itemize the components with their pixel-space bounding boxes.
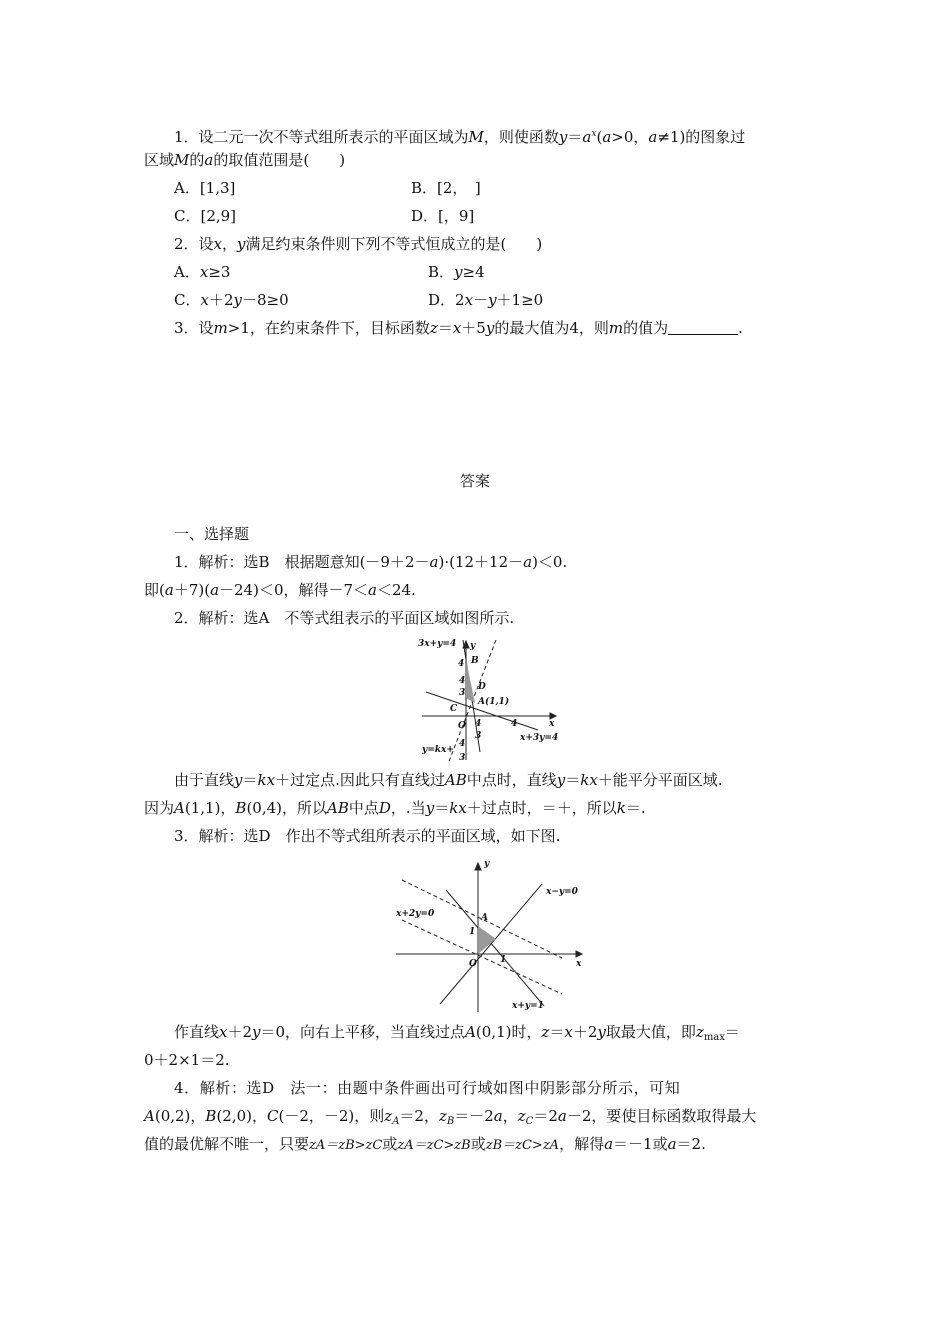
a4l3-or2: 或 <box>470 1135 486 1153</box>
a2l3-pre: 因为 <box>144 799 175 817</box>
fig1-label-kx-den: 3 <box>459 753 466 763</box>
q2-comma: ， <box>222 235 238 253</box>
a3l2-b: ＝0，向右上平移，当直线过点 <box>260 1023 466 1041</box>
q3-c: 的值为 <box>623 319 669 337</box>
a4l3-pre: 值的最优解不唯一，只要 <box>144 1135 310 1153</box>
q1-option-b: B．[2， ] <box>411 179 481 197</box>
q1-cond-end: ≠1)的图象过 <box>657 128 746 146</box>
q3-plus: ＋5 <box>461 319 486 337</box>
a2l3-e: ＋过点时，＝＋，所以 <box>466 799 617 817</box>
q2c-rest: －8≥0 <box>241 291 289 309</box>
fig1-label-O: O <box>458 721 466 731</box>
q2-option-b <box>428 262 485 282</box>
a2l2-y2: y <box>556 771 566 789</box>
fig2-label-x-y-0: x−y=0 <box>546 887 578 897</box>
q2c-pre: C． <box>174 291 201 309</box>
q3-x: x <box>452 319 462 337</box>
a2-line1: 2．解析：选A 不等式组表示的平面区域如图所示. <box>174 609 515 627</box>
a3l2-a: ＋2 <box>227 1023 253 1041</box>
q2d-rest: ＋1≥0 <box>496 291 544 309</box>
q2a-x: x <box>199 263 209 281</box>
fig2-y-arrow <box>475 863 481 870</box>
a1-a: a <box>429 553 439 571</box>
fig1-label-4: 4 <box>458 659 465 669</box>
q1-var-a: a <box>582 128 592 146</box>
q3-answer-blank <box>668 320 738 335</box>
q2c-x: x <box>200 291 209 309</box>
a3l2-y: y <box>252 1023 261 1041</box>
a2l3-k: k <box>616 799 626 817</box>
q2-option-a <box>174 262 230 282</box>
q2-line <box>174 234 542 254</box>
a4l3-c: ＝－1或 <box>613 1135 668 1153</box>
a1l2-end: ＜24. <box>377 581 416 599</box>
a2l3-B: B <box>235 799 247 817</box>
a1l2-a2: a <box>210 581 220 599</box>
a1-end: )＜0. <box>532 553 568 571</box>
a3-line1: 3．解析：选D 作出不等式组所表示的平面区域，如下图. <box>174 827 561 845</box>
q1-l2-a: a <box>204 151 214 169</box>
q2b-y: y <box>454 263 463 281</box>
q2d-mid: － <box>473 291 489 309</box>
a2l2-mid: ＋过定点.因此只有直线过 <box>275 771 445 789</box>
q1-var-y: y <box>558 128 568 146</box>
a2l2-AB: AB <box>444 771 467 789</box>
q2-pre: 2．设 <box>174 235 214 253</box>
a4l3-end: ＝2. <box>676 1135 706 1153</box>
a3l2-c: (0,1)时， <box>475 1023 542 1041</box>
fig1-label-y: y <box>470 641 476 651</box>
a3-line2 <box>174 1022 740 1048</box>
q1-option-a: A．[1,3] <box>174 179 236 197</box>
fig1-label-A: A(1,1) <box>478 697 510 707</box>
a4-line2 <box>144 1106 756 1132</box>
a4l2-c: (－2，－2)，则 <box>278 1107 385 1125</box>
q1-l2-M: M <box>174 151 190 169</box>
a2l2-eq: ＝ <box>242 771 258 789</box>
fig1-label-4-3-num: 4 <box>459 676 466 686</box>
a2l3-kx: kx <box>449 799 467 817</box>
answers-section: 一、选择题 <box>174 525 250 543</box>
q3-pre: 3．设 <box>174 319 214 337</box>
a2l3-y: y <box>425 799 435 817</box>
a2l2-mid2: 中点时，直线 <box>466 771 557 789</box>
q1-cond: ( <box>596 128 603 146</box>
q1-line1 <box>174 124 745 147</box>
q2-y: y <box>237 235 246 253</box>
a4l2-zC: z <box>517 1107 526 1125</box>
fig1-label-4-3-den: 3 <box>459 688 466 698</box>
q2-x: x <box>213 235 223 253</box>
a1-a2: a <box>523 553 533 571</box>
a1l2-a3: a <box>368 581 377 599</box>
fig1-label-3x-y-4: 3x+y=4 <box>418 639 457 649</box>
q2a-pre: A． <box>174 263 200 281</box>
a4l2-C: C <box>267 1107 279 1125</box>
a2l3-D: D <box>378 799 391 817</box>
a4l2-e: ＝－2 <box>454 1107 494 1125</box>
a4l2-b: (2,0)， <box>216 1107 267 1125</box>
a4l3-or1: 或 <box>382 1135 398 1153</box>
q2c-mid: ＋2 <box>208 291 234 309</box>
a2l3-c: 中点 <box>348 799 379 817</box>
q1-exp-x: x <box>591 129 597 139</box>
fig1-label-C: C <box>450 704 458 714</box>
a2l2-eq2: ＝ <box>565 771 581 789</box>
a2l3-A: A <box>174 799 185 817</box>
fig1-label-kx: y=kx+ <box>422 745 454 755</box>
a2l3-AB: AB <box>327 799 349 817</box>
fig2-label-O: O <box>469 959 477 969</box>
q1-option-c: C．[2,9] <box>174 207 237 225</box>
q1-text-b: ，则使函数 <box>483 128 559 146</box>
a2l2-y: y <box>234 771 243 789</box>
a2l2-kx: kx <box>257 771 276 789</box>
a3l2-x: x <box>219 1023 228 1041</box>
fig2-label-x-2y-0: x+2y=0 <box>396 909 435 919</box>
fig2-label-x-y-1: x+y=1 <box>512 1001 544 1011</box>
q3-m: m <box>213 319 228 337</box>
a4l2-zA: z <box>384 1107 393 1125</box>
fig1-label-4-3x-den: 3 <box>475 731 482 741</box>
q1-cond-a2: a <box>648 128 658 146</box>
a3l2-pre: 作直线 <box>174 1023 220 1041</box>
a4l3-cond3: zB＝zC>zA <box>485 1138 560 1153</box>
a3l2-f: 取最大值，即 <box>605 1023 696 1041</box>
q3-z: z <box>429 319 438 337</box>
q1-l2-end: 的取值范围是( ) <box>213 151 346 169</box>
a1-mid: )·(12＋12－ <box>438 553 524 571</box>
fig1-label-D: D <box>478 682 486 692</box>
a1-pre: 1．解析：选B 根据题意知(－9＋2－ <box>174 553 430 571</box>
a1-line2 <box>144 580 416 600</box>
figure-1-feasible-region <box>418 636 568 766</box>
q1-option-d: D．[，9] <box>411 207 475 225</box>
q2c-y: y <box>233 291 242 309</box>
fig1-label-4x: 4 <box>511 719 518 729</box>
a1l2-mid2: －24)＜0，解得－7＜ <box>219 581 369 599</box>
q3-eq: ＝ <box>437 319 453 337</box>
a4-line1: 4．解析：选D 法一：由题中条件画出可行域如图中阴影部分所示，可知 <box>174 1079 681 1097</box>
q2d-pre: D．2 <box>428 291 465 309</box>
q2-option-d <box>428 290 543 310</box>
q2-rest: 满足约束条件则下列不等式恒成立的是( ) <box>245 235 543 253</box>
a4l2-end: －2，要使目标函数取得最大 <box>566 1107 757 1125</box>
a3l2-z: z <box>541 1023 550 1041</box>
a2l2-kx2: kx <box>580 771 598 789</box>
a4l2-zB: z <box>438 1107 447 1125</box>
q1-var-M: M <box>468 128 484 146</box>
q2a-rest: ≥3 <box>208 263 231 281</box>
q3-y: y <box>485 319 495 337</box>
fig2-label-A: A <box>481 913 488 923</box>
a2l3-end: ＝. <box>625 799 646 817</box>
fig1-label-kx-num: 4 <box>459 739 466 749</box>
fig2-line-x-y-1 <box>446 890 544 1006</box>
fig2-label-1x: 1 <box>500 955 507 965</box>
q3-end: . <box>738 319 743 337</box>
a4l3-b: ，解得 <box>559 1135 605 1153</box>
a1l2-a: a <box>164 581 174 599</box>
answers-title: 答案 <box>459 472 490 490</box>
a2l2-pre: 由于直线 <box>174 771 235 789</box>
q3-a: >1，在约束条件下，目标函数 <box>227 319 430 337</box>
a3l2-zmax: z <box>695 1023 704 1041</box>
a4-line3 <box>144 1134 706 1156</box>
q2b-pre: B． <box>428 263 455 281</box>
a3l2-max-sub: max <box>703 1032 725 1043</box>
a2l3-a: (1,1)， <box>184 799 236 817</box>
a4l2-a1: a <box>493 1107 503 1125</box>
a2-line2 <box>174 770 723 790</box>
a4l3-a1: a <box>604 1135 614 1153</box>
a4l2-f: ， <box>502 1107 518 1125</box>
q3-b: 的最大值为4，则 <box>494 319 609 337</box>
a4l3-cond1: zA＝zB>zC <box>309 1138 383 1153</box>
fig1-label-x: x <box>549 719 555 729</box>
a4l2-d: ＝2， <box>399 1107 439 1125</box>
fig2-label-1y: 1 <box>469 927 476 937</box>
a4l2-g: ＝2 <box>533 1107 558 1125</box>
q2d-y: y <box>488 291 497 309</box>
a2l3-d: ，.当 <box>390 799 426 817</box>
a3l2-y2: y <box>597 1023 606 1041</box>
a3-line3: 0＋2×1＝2. <box>144 1051 230 1069</box>
q1-text: 1．设二元一次不等式组所表示的平面区域为 <box>174 128 469 146</box>
q2b-rest: ≥4 <box>462 263 485 281</box>
q2d-x: x <box>464 291 474 309</box>
a4l2-zA-sub: A <box>392 1116 400 1127</box>
q1-cond-mid: >0， <box>611 128 649 146</box>
a3l2-x2: x <box>564 1023 573 1041</box>
a2l2-end: ＋能平分平面区域. <box>597 771 723 789</box>
fig2-label-x: x <box>576 959 582 969</box>
q3-m2: m <box>608 319 624 337</box>
fig2-label-y: y <box>484 859 490 869</box>
q3-line <box>174 318 743 338</box>
a1l2-mid: ＋7)( <box>173 581 211 599</box>
a4l2-a2: a <box>557 1107 567 1125</box>
fig1-label-B: B <box>471 656 479 666</box>
a4l3-a2: a <box>667 1135 677 1153</box>
q1-line2 <box>144 150 345 170</box>
fig2-shaded-region <box>478 926 496 954</box>
a4l2-a: (0,2)， <box>154 1107 206 1125</box>
a4l2-zB-sub: B <box>446 1116 455 1127</box>
a4l2-zC-sub: C <box>525 1116 534 1127</box>
a3l2-e: ＋2 <box>572 1023 598 1041</box>
q2-option-c <box>174 290 289 310</box>
figure-2-feasible-region <box>392 854 592 1014</box>
fig1-label-x-3y-4: x+3y=4 <box>520 733 559 743</box>
a4l3-cond2: zA＝zC>zB <box>397 1138 471 1153</box>
q1-cond-a1: a <box>602 128 612 146</box>
a1-line1 <box>174 552 567 572</box>
a2-line3 <box>144 798 646 818</box>
fig1-label-4-3x-num: 4 <box>475 719 482 729</box>
a2l3-eq: ＝ <box>434 799 450 817</box>
a3l2-d: ＝ <box>549 1023 565 1041</box>
q1-l2-mid: 的 <box>189 151 205 169</box>
a4l2-B: B <box>205 1107 217 1125</box>
a4l2-A: A <box>144 1107 155 1125</box>
fig2-x-arrow <box>576 951 582 957</box>
a3l2-A: A <box>465 1023 476 1041</box>
q1-l2-pre: 区域 <box>144 151 175 169</box>
a2l3-b: (0,4)，所以 <box>246 799 328 817</box>
a3l2-end: ＝ <box>724 1023 740 1041</box>
q1-eq: ＝ <box>567 128 583 146</box>
a1l2-pre: 即( <box>144 581 165 599</box>
